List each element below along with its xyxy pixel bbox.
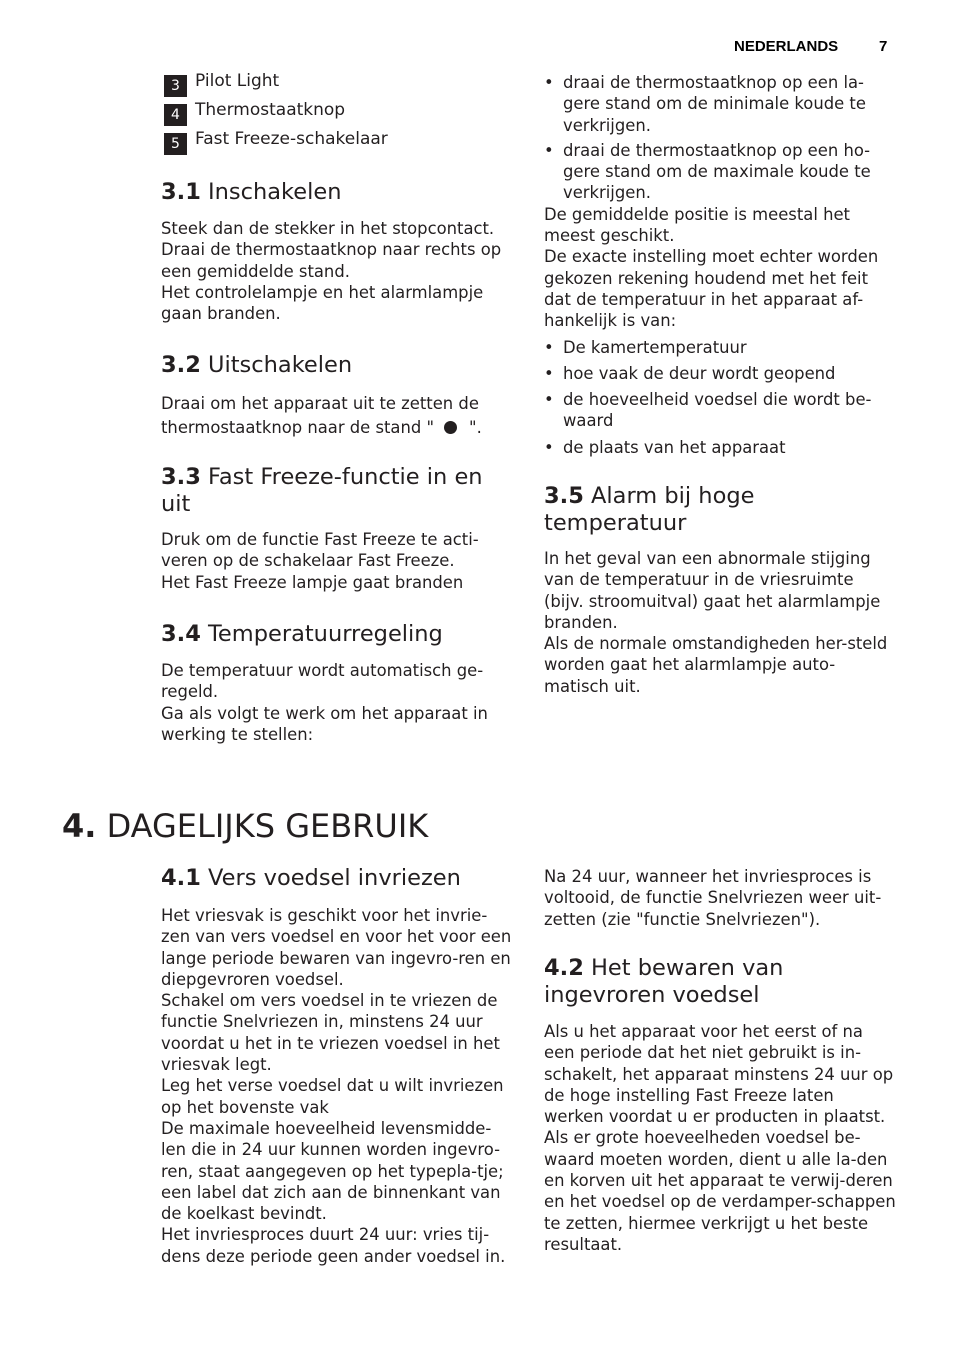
paragraph: Steek dan de stekker in het stopcontact. Draai de thermostaatknop naar rechts op een gemiddelde stand.: [161, 219, 502, 281]
paragraph: Als u het apparaat voor het eerst of na een periode dat het niet gebruikt is in-schakelt, het apparaat minstens 24 uur op de hoge instelling Fast Freeze laten werken voordat u er producten in plaatst.: [544, 1022, 894, 1127]
section-heading: [161, 179, 513, 206]
section-4-1-continued: [544, 866, 896, 930]
paragraph: Het vriesvak is geschikt voor het invrie-zen van vers voedsel en voor het voor een lange periode bewaren van ingevro-ren en diepgevroren voedsel.: [161, 906, 512, 989]
paragraph: De exacte instelling moet echter worden gekozen rekening houdend met het feit dat de temperatuur in het apparaat af-hankelijk is van:: [544, 247, 879, 331]
section-heading: [544, 483, 896, 537]
chapter-title: DAGELIJKS GEBRUIK: [106, 807, 429, 845]
paragraph: Het controlelampje en het alarmlampje gaan branden.: [161, 282, 484, 324]
paragraph: Ga als volgt te werk om het apparaat in werking te stellen:: [161, 703, 488, 744]
list-item: • draai de thermostaatknop op een ho-gere stand om de maximale koude te verkrijgen.: [544, 140, 896, 204]
bullet-list: [544, 337, 896, 458]
paragraph: De temperatuur wordt automatisch ge-regeld.: [161, 661, 484, 702]
section-4-2: [544, 955, 896, 1255]
section-number: 3.4: [161, 621, 201, 647]
section-4-1: [161, 865, 513, 1267]
list-item: • De kamertemperatuur: [544, 337, 896, 358]
legend-label: Fast Freeze-schakelaar: [195, 129, 388, 149]
section-title: Temperatuurregeling: [208, 621, 443, 647]
chapter-number: 4.: [62, 807, 97, 845]
section-title: Fast Freeze-functie in en uit: [161, 464, 483, 517]
running-header-language: NEDERLANDS: [734, 38, 839, 55]
paragraph: Als er grote hoeveelheden voedsel be-waard moeten worden, dient u alle la-den en korven uit het apparaat te verwij-deren en het voedsel op de verdamper-schappen te zetten, hiermee verkrijgt u het beste resultaat.: [544, 1128, 896, 1254]
legend-label: Thermostaatknop: [195, 100, 346, 120]
section-heading: [161, 865, 513, 892]
paragraph: Het Fast Freeze lampje gaat branden: [161, 572, 464, 592]
paragraph: De gemiddelde positie is meestal het meest geschikt.: [544, 204, 850, 246]
section-number: 4.2: [544, 955, 584, 981]
section-number: 4.1: [161, 865, 201, 891]
section-title: Vers voedsel invriezen: [208, 865, 461, 891]
page-number: 7: [879, 38, 888, 55]
section-heading: [544, 955, 896, 1009]
paragraph: De maximale hoeveelheid levensmidde-len die in 24 uur kunnen worden ingevro-ren, staat aangegeven op het typepla-tje; een label dat zich aan de binnenkant van de koelkast bevindt.: [161, 1118, 504, 1224]
section-heading: [161, 464, 513, 518]
paragraph: In het geval van een abnormale stijging van de temperatuur in de vriesruimte (bijv. stroomuitval) gaat het alarmlampje branden.: [544, 549, 881, 632]
section-heading: [161, 352, 513, 379]
section-number: 3.5: [544, 483, 584, 509]
section-number: 3.1: [161, 179, 201, 205]
legend-number: 5: [164, 133, 187, 155]
off-position-dot-icon: [444, 421, 457, 434]
paragraph: Schakel om vers voedsel in te vriezen de functie Snelvriezen in, minstens 24 uur voordat u het in te vriezen voedsel in het vriesvak legt.: [161, 991, 500, 1075]
paragraph-text: Draai om het apparaat uit te zetten de thermostaatknop naar de stand ": [161, 394, 479, 437]
section-3-4: [161, 621, 513, 745]
section-3-5: [544, 483, 896, 697]
section-3-4-continued: [544, 72, 896, 458]
legend-number: 3: [164, 75, 187, 97]
section-title: Het bewaren van ingevroren voedsel: [544, 955, 784, 1008]
paragraph: Het invriesproces duurt 24 uur: vries tij-dens deze periode geen ander voedsel in.: [161, 1225, 506, 1266]
section-title: Uitschakelen: [208, 352, 353, 378]
bullet-list: [544, 72, 896, 204]
section-title: Alarm bij hoge temperatuur: [544, 483, 755, 536]
section-number: 3.2: [161, 352, 201, 378]
paragraph: Leg het verse voedsel dat u wilt invriezen op het bovenste vak: [161, 1076, 504, 1117]
section-3-3: [161, 464, 513, 593]
section-heading: [161, 621, 513, 648]
section-3-1: [161, 179, 513, 324]
paragraph: Na 24 uur, wanneer het invriesproces is voltooid, de functie Snelvriezen weer uit-zetten (zie "functie Snelvriezen").: [544, 867, 882, 929]
legend-number: 4: [164, 104, 187, 126]
legend-label: Pilot Light: [195, 71, 280, 91]
list-item: • de hoeveelheid voedsel die wordt be-waard: [544, 389, 896, 432]
list-item: • de plaats van het apparaat: [544, 437, 896, 458]
list-item: • hoe vaak de deur wordt geopend: [544, 363, 896, 384]
section-number: 3.3: [161, 464, 201, 490]
list-item: • draai de thermostaatknop op een la-gere stand om de minimale koude te verkrijgen.: [544, 72, 896, 136]
paragraph-text: ".: [469, 418, 482, 437]
section-3-2: [161, 352, 513, 440]
chapter-heading: [62, 806, 428, 846]
paragraph: Als de normale omstandigheden her-steld worden gaat het alarmlampje auto-matisch uit.: [544, 634, 888, 696]
section-title: Inschakelen: [208, 179, 342, 205]
paragraph: Druk om de functie Fast Freeze te acti-veren op de schakelaar Fast Freeze.: [161, 530, 479, 571]
paragraph: [161, 392, 513, 440]
